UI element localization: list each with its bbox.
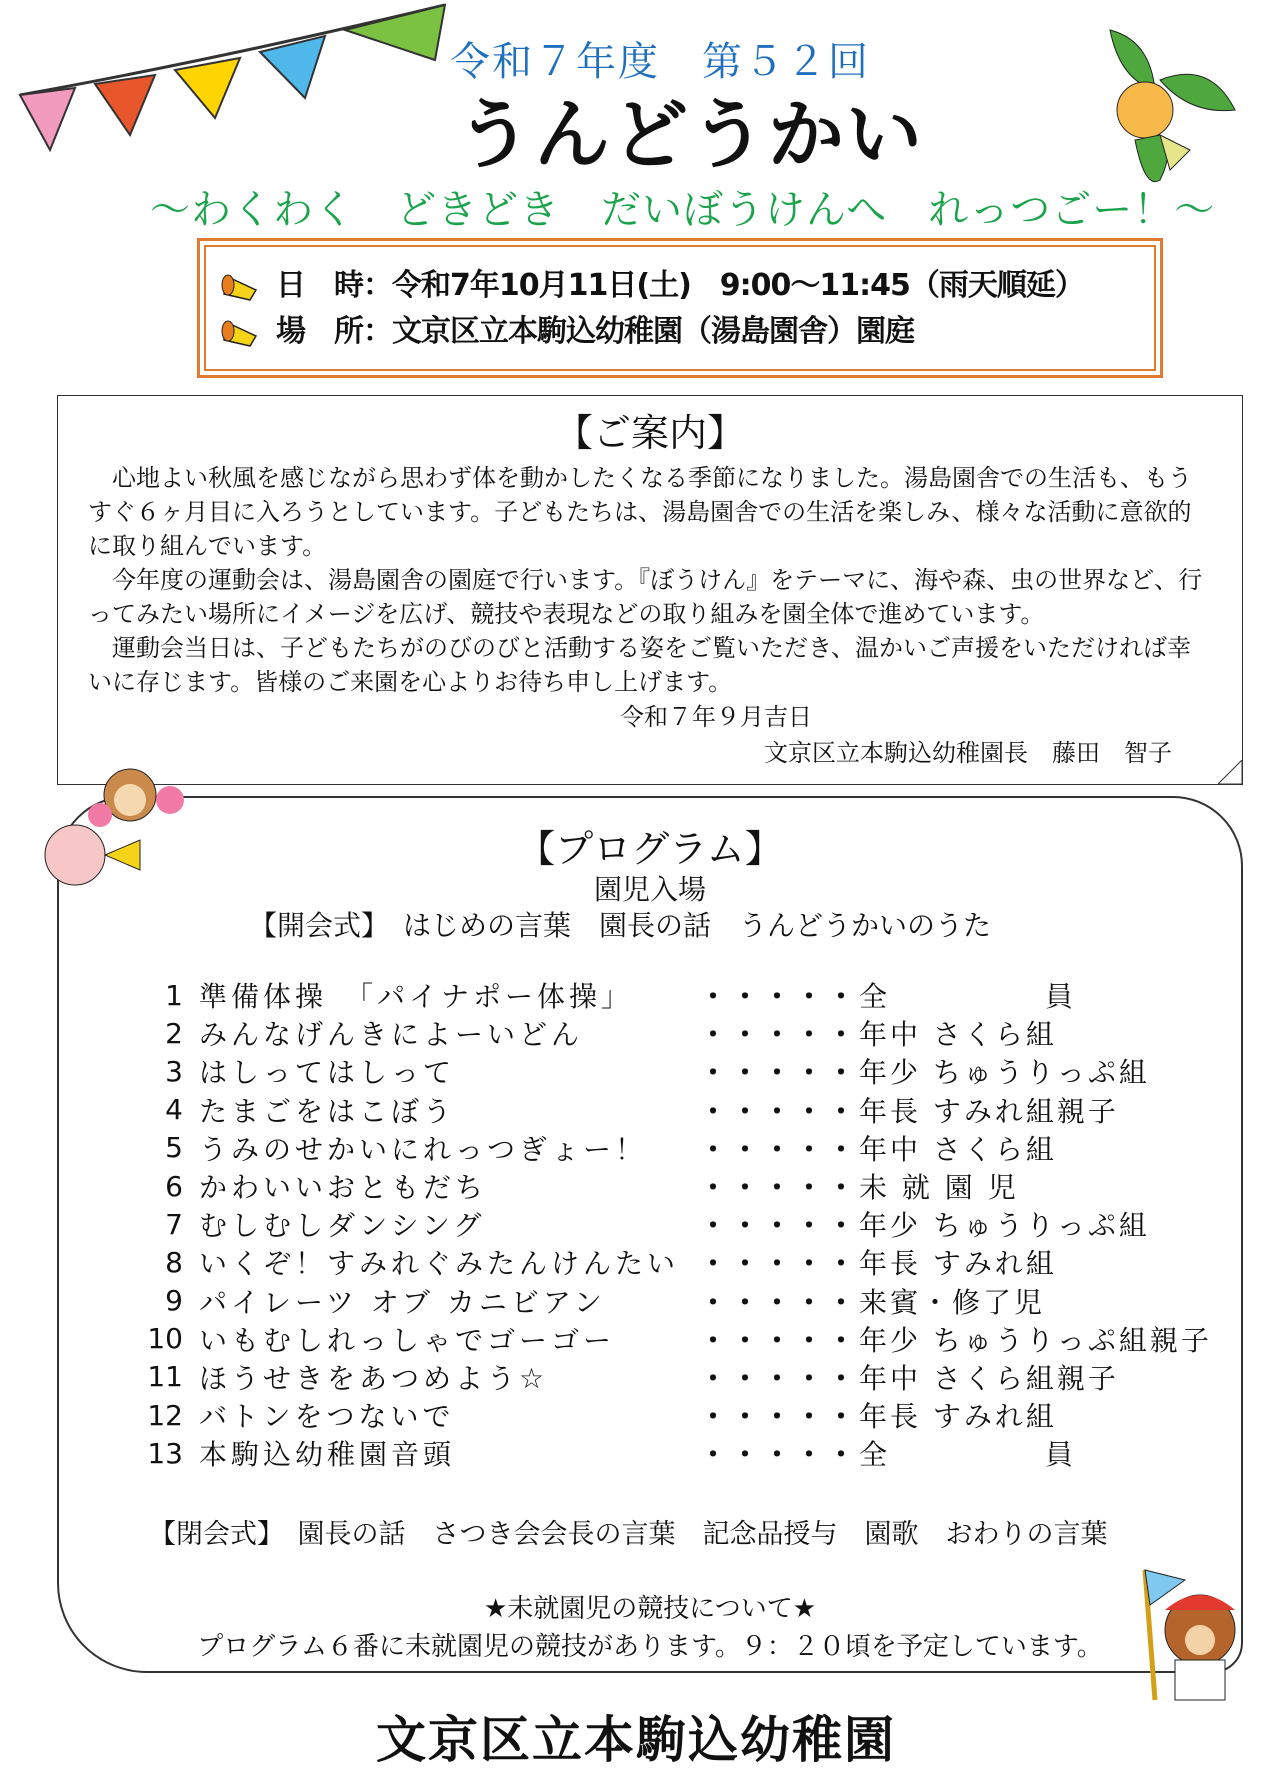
- program-item-name: パイレーツ オブ カニビアン: [199, 1285, 606, 1319]
- program-item-group: 年中 さくら組: [859, 1132, 1057, 1166]
- program-item-name: いくぞ！すみれぐみたんけんたい: [199, 1247, 680, 1281]
- program-item-number: 12: [147, 1398, 183, 1432]
- page-fold-decoration: [1218, 760, 1242, 784]
- event-subtitle: ～わくわく どきどき だいぼうけんへ れっつごー！～: [150, 187, 1216, 233]
- program-section: [57, 796, 1243, 1673]
- program-item-number: 4: [165, 1093, 183, 1127]
- program-item: [139, 1282, 1219, 1320]
- program-item-group: 全 員: [859, 980, 1077, 1014]
- program-item: [139, 1320, 1219, 1358]
- program-item: [139, 1434, 1219, 1472]
- program-item: [139, 1014, 1219, 1052]
- monkey-pig-cheering-illustration: [30, 760, 190, 910]
- program-item-number: 1: [165, 978, 183, 1012]
- program-item: [139, 1167, 1219, 1205]
- program-item-leader: ・・・・・: [699, 1171, 860, 1205]
- page-title: うんどうかい: [456, 90, 924, 179]
- guide-section: [57, 395, 1243, 785]
- program-item-name: バトンをつないで: [199, 1400, 455, 1434]
- program-item: [139, 1052, 1219, 1090]
- program-item-name: みんなげんきによーいどん: [199, 1018, 584, 1052]
- program-item-group: 年少 ちゅうりっぷ組: [859, 1056, 1150, 1090]
- kindergarten-name: 文京区立本駒込幼稚園: [376, 1711, 896, 1769]
- guide-signature: 文京区立本駒込幼稚園長 藤田 智子: [764, 739, 1172, 767]
- program-item-group: 年長 すみれ組: [859, 1247, 1057, 1281]
- program-item: [139, 1396, 1219, 1434]
- opening-ceremony: 【開会式】 はじめの言葉 園長の話 うんどうかいのうた: [249, 909, 992, 942]
- program-item-leader: ・・・・・: [699, 1094, 860, 1128]
- program-item-number: 2: [165, 1016, 183, 1050]
- program-item-name: かわいいおともだち: [199, 1171, 488, 1205]
- program-item: [139, 1205, 1219, 1243]
- guide-heading: 【ご案内】: [554, 411, 745, 455]
- program-item-leader: ・・・・・: [699, 1132, 860, 1166]
- program-entry: 園児入場: [593, 873, 706, 906]
- program-item-name: 準備体操 「パイナポー体操」: [199, 980, 634, 1014]
- guide-paragraph: 心地よい秋風を感じながら思わず体を動かしたくなる季節になりました。湯島園舎での生活も、もうすぐ６ヶ月目に入ろうとしています。子どもたちは、湯島園舎での生活を楽しみ、様々な活動に意欲的に取り組んでいます。: [88, 464, 1192, 560]
- program-item: [139, 1358, 1219, 1396]
- program-item-group: 年中 さくら組親子: [859, 1361, 1119, 1395]
- program-item-leader: ・・・・・: [699, 1056, 860, 1090]
- guide-date: 令和７年９月吉日: [620, 703, 812, 731]
- program-item-number: 3: [165, 1054, 183, 1088]
- event-place: 場 所：文京区立本駒込幼稚園（湯島園舎）園庭: [276, 314, 914, 349]
- guide-paragraph: 運動会当日は、子どもたちがのびのびと活動する姿をご覧いただき、温かいご声援をいただければ幸いに存じます。皆様のご来園を心よりお待ち申し上げます。: [88, 634, 1192, 696]
- program-item-number: 6: [165, 1169, 183, 1203]
- program-heading: 【プログラム】: [517, 827, 783, 871]
- program-item-number: 10: [147, 1322, 183, 1356]
- bear-flag-illustration: [1125, 1560, 1265, 1710]
- program-item-name: うみのせかいにれっつぎょー！: [199, 1132, 648, 1166]
- program-item-leader: ・・・・・: [699, 1361, 860, 1395]
- event-info-box: [197, 238, 1163, 378]
- program-item: [139, 1243, 1219, 1281]
- program-item-name: ほうせきをあつめよう☆: [199, 1361, 549, 1395]
- program-item-leader: ・・・・・: [699, 1285, 860, 1319]
- program-item-group: 年少 ちゅうりっぷ組親子: [859, 1323, 1212, 1357]
- program-item: [139, 1129, 1219, 1167]
- program-item-name: いもむしれっしゃでゴーゴー: [199, 1323, 616, 1357]
- program-item-leader: ・・・・・: [699, 1247, 860, 1281]
- event-datetime-row: [216, 263, 1154, 309]
- program-item-name: むしむしダンシング: [199, 1209, 486, 1243]
- program-item-leader: ・・・・・: [699, 1438, 860, 1472]
- program-item-group: 未 就 園 児: [859, 1171, 1019, 1205]
- program-item-number: 5: [165, 1131, 183, 1165]
- event-place-row: [216, 309, 1154, 355]
- program-item-group: 年長 すみれ組: [859, 1400, 1057, 1434]
- program-item-group: 年長 すみれ組親子: [859, 1094, 1119, 1128]
- program-item-name: はしってはしって: [199, 1056, 456, 1090]
- program-item-group: 全 員: [859, 1438, 1077, 1472]
- program-item-leader: ・・・・・: [699, 1400, 860, 1434]
- program-item-number: 13: [147, 1436, 183, 1470]
- program-item-number: 9: [165, 1284, 183, 1318]
- program-item-group: 来賓・修了児: [859, 1285, 1046, 1319]
- program-item-name: 本駒込幼稚園音頭: [199, 1438, 456, 1472]
- program-item-group: 年少 ちゅうりっぷ組: [859, 1209, 1150, 1243]
- note-title: ★未就園児の競技について★: [483, 1594, 817, 1624]
- program-item-number: 8: [165, 1245, 183, 1279]
- leaf-mascot-illustration: [1080, 20, 1240, 200]
- note-text: プログラム６番に未就園児の競技があります。９：２０頃を予定しています。: [197, 1632, 1103, 1662]
- program-item: [139, 1091, 1219, 1129]
- program-item-leader: ・・・・・: [699, 1209, 860, 1243]
- program-item-leader: ・・・・・: [699, 1323, 860, 1357]
- program-item-name: たまごをはこぼう: [199, 1094, 456, 1128]
- program-item-leader: ・・・・・: [699, 1018, 860, 1052]
- megaphone-icon: [216, 268, 268, 304]
- program-item: [139, 976, 1219, 1014]
- program-list: [139, 976, 1219, 1472]
- program-item-number: 11: [147, 1360, 183, 1394]
- closing-ceremony: 【閉会式】 園長の話 さつき会会長の言葉 記念品授与 園歌 おわりの言葉: [149, 1519, 1108, 1550]
- program-item-number: 7: [165, 1207, 183, 1241]
- event-edition: 令和７年度 第５２回: [450, 39, 870, 85]
- program-item-leader: ・・・・・: [699, 980, 860, 1014]
- guide-paragraph: 今年度の運動会は、湯島園舎の園庭で行います。『ぼうけん』をテーマに、海や森、虫の世界など、行ってみたい場所にイメージを広げ、競技や表現などの取り組みを園全体で進めています。: [88, 566, 1203, 628]
- megaphone-icon: [216, 314, 268, 350]
- event-datetime: 日 時：令和7年10月11日(土) 9:00～11:45（雨天順延）: [276, 268, 1084, 303]
- program-item-group: 年中 さくら組: [859, 1018, 1057, 1052]
